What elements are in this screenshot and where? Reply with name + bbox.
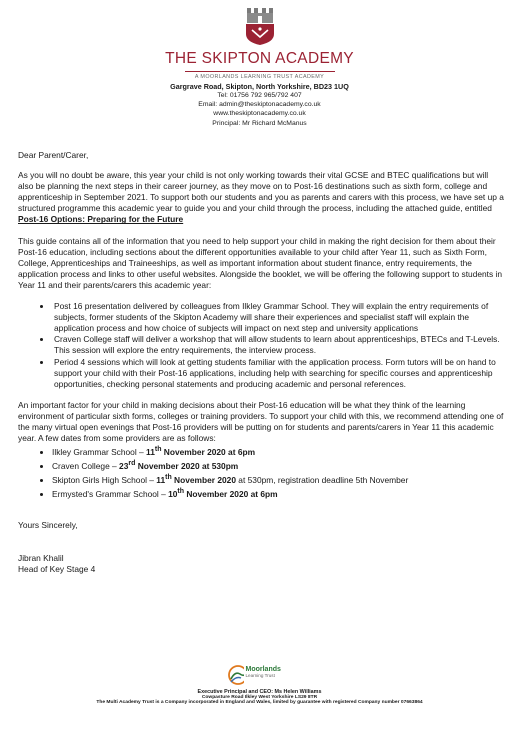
provider-name: Ermysted's Grammar School – — [52, 488, 169, 499]
event-rest: November 2020 at 530pm — [135, 460, 239, 471]
event-extra: at 530pm, registration deadline 5th November — [235, 474, 409, 485]
paragraph-intro — [18, 170, 504, 225]
paragraph-open-evenings: An important factor for your child in making decisions about their Post-16 education will be what they think of the learning environment of particular sixth forms, colleges or training providers. To support your child with this, we recommend attending one of the many virtual open evenings that Post-16 providers will be putting on for students and parents/carers in Year 11 this academic year. A few dates from some providers are as follows: — [18, 399, 504, 444]
support-list — [18, 301, 504, 390]
support-item: • Period 4 sessions which will look at getting students familiar with the application process. Form tutors will be on hand to support your child with their Post-16 applications, including help with searching for specific courses and apprenticeship opportunities, checking personal statements and producing academic and personal references. — [52, 357, 504, 390]
open-evening-list — [18, 444, 504, 500]
event-day: 11 — [146, 446, 155, 457]
footer-trust-address: Cowpasture Road Ilkley West Yorkshire LS29 8TR — [201, 695, 318, 700]
closing: Yours Sincerely, — [18, 519, 78, 530]
letter-body — [18, 150, 504, 575]
day-suffix: th — [165, 473, 172, 481]
guide-title: Post-16 Options: Preparing for the Future — [18, 214, 184, 225]
trust-logo-sub: Learning Trust — [245, 673, 275, 678]
event-rest: November 2020 at 6pm — [184, 488, 278, 499]
school-phone: Tel: 01756 792 965/792 407 — [217, 92, 302, 99]
support-item: • Craven College staff will deliver a workshop that will allow students to learn about apprenticeships, BTECs and T-Levels. This session will explore the entry requirements, the interview process. — [52, 334, 504, 356]
header-divider — [185, 71, 335, 72]
school-website: www.theskiptonacademy.co.uk — [213, 110, 306, 118]
footer-ceo: Executive Principal and CEO: Ms Helen Williams — [197, 689, 322, 695]
day-suffix: th — [154, 446, 162, 454]
support-item: • Post 16 presentation delivered by colleagues from Ilkley Grammar School. They will explain the entry requirements of subjects, former students of the Skipton Academy will share their experiences and specialist staff will explain the application process and how choice of subjects will impact on next step and university applications — [52, 301, 504, 334]
trust-logo-text — [246, 666, 281, 678]
letterhead — [0, 6, 519, 128]
salutation: Dear Parent/Carer, — [18, 150, 89, 160]
provider-name: Skipton Girls High School – — [52, 474, 157, 485]
letter-footer — [0, 662, 519, 705]
school-name: THE SKIPTON ACADEMY — [165, 50, 354, 67]
event-rest: November 2020 at 6pm — [161, 446, 256, 457]
open-evening-item — [52, 486, 504, 500]
trust-logo-name: Moorlands — [245, 666, 281, 673]
signatory-role: Head of Key Stage 4 — [18, 563, 96, 574]
trust-logo-mark — [200, 662, 244, 688]
open-evening-item — [52, 444, 504, 458]
paragraph-intro-text: As you will no doubt be aware, this year your child is not only working towards their vital GCSE and BTEC qualifications but will also be planning the next steps in their career journey, as they move on to Post-16 destinations such as sixth form, college and apprenticeship in September 2021. To support both our students and you as parents and carers with this process, we have set up a structured programme this academic year to guide you and your child through the process, including the attached guide, entitled — [18, 170, 504, 214]
provider-name: Craven College – — [52, 460, 120, 471]
footer-company-line: The Multi Academy Trust is a Company incorporated in England and Wales, limited by guarantee with registered Company number 07663864 — [96, 700, 423, 705]
open-evening-item — [52, 458, 504, 472]
school-address: Gargrave Road, Skipton, North Yorkshire, BD23 1UQ — [170, 82, 349, 91]
signatory-name: Jibran Khalil — [18, 552, 64, 563]
event-day: 10 — [168, 488, 178, 499]
open-evening-item — [52, 472, 504, 486]
school-crest-logo — [243, 6, 277, 46]
trust-logo — [200, 662, 320, 688]
event-day: 23 — [119, 460, 129, 471]
provider-name: Ilkley Grammar School – — [52, 446, 147, 457]
day-suffix: rd — [128, 460, 136, 468]
event-rest: November 2020 — [171, 474, 236, 485]
event-day: 11 — [156, 474, 166, 485]
school-email: Email: admin@theskiptonacademy.co.uk — [198, 101, 321, 109]
school-principal: Principal: Mr Richard McManus — [212, 119, 307, 127]
trust-tagline: A MOORLANDS LEARNING TRUST ACADEMY — [194, 74, 325, 80]
paragraph-guide: This guide contains all of the information that you need to help support your child in making the right decision for them about their Post-16 education, including sections about the different opportunities available to your child after Year 11, such as Sixth Form, College, Apprenticeships and Traineeships, as well as important information about student finance, entry requirements, the application process and links to other useful websites. Alongside the booklet, we will be offering the following support to students in Year 11 and their parents/carers this academic year: — [18, 235, 503, 290]
day-suffix: th — [177, 487, 185, 495]
